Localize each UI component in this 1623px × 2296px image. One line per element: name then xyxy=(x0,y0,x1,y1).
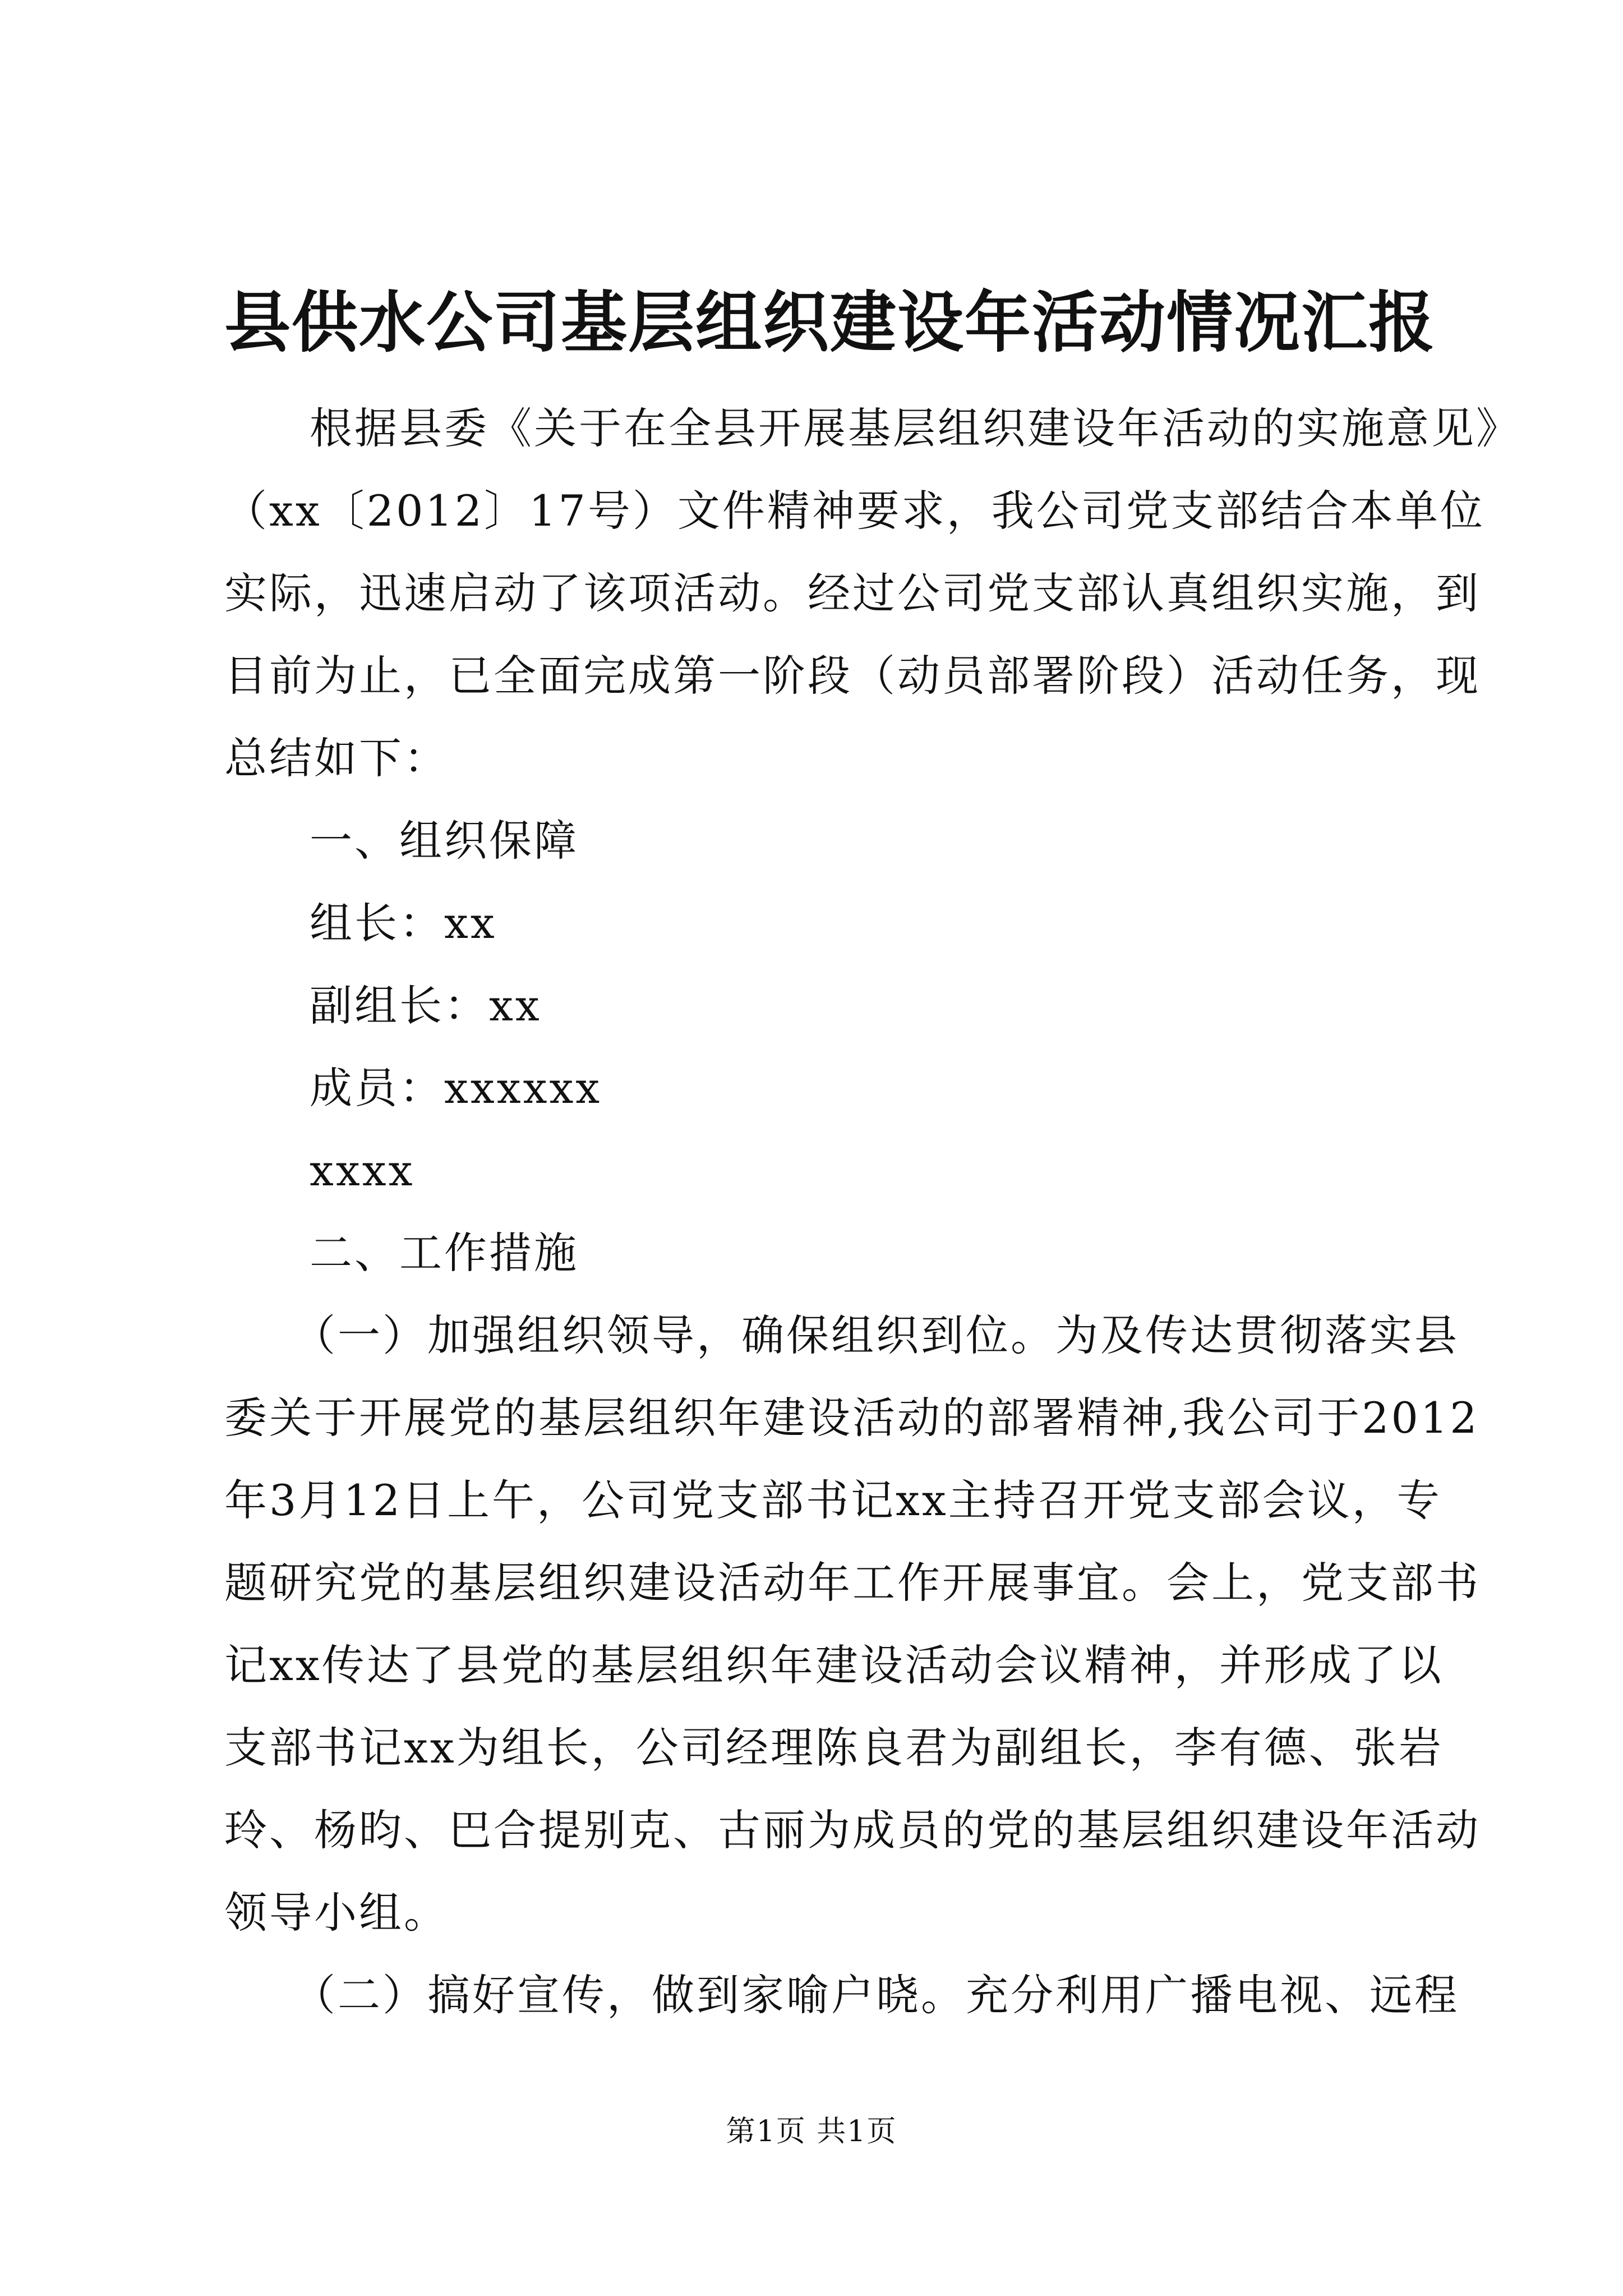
paragraph-line: 根据县委《关于在全县开展基层组织建设年活动的实施意见》 xyxy=(310,403,1521,453)
paragraph-line: （一）加强组织领导，确保组织到位。为及传达贯彻落实县 xyxy=(293,1310,1459,1360)
list-item: 副组长：xx xyxy=(310,981,542,1030)
page-footer: 第1页 共1页 xyxy=(726,2115,897,2148)
paragraph-line: 领导小组。 xyxy=(224,1888,449,1938)
paragraph-line: 目前为止，已全面完成第一阶段（动员部署阶段）活动任务，现 xyxy=(224,651,1481,701)
paragraph-line: 年3月12日上午，公司党支部书记xx主持召开党支部会议，专 xyxy=(224,1475,1442,1525)
list-item: 组长：xx xyxy=(310,898,497,948)
document-title: 县供水公司基层组织建设年活动情况汇报 xyxy=(224,283,1436,361)
paragraph-line: 题研究党的基层组织建设活动年工作开展事宜。会上，党支部书 xyxy=(224,1558,1481,1608)
paragraph-line: （二）搞好宣传，做到家喻户晓。充分利用广播电视、远程 xyxy=(293,1970,1459,2020)
paragraph-line: 记xx传达了县党的基层组织年建设活动会议精神，并形成了以 xyxy=(224,1640,1444,1690)
section-heading: 二、工作措施 xyxy=(310,1228,579,1278)
paragraph-line: （xx〔2012〕17号）文件精神要求，我公司党支部结合本单位 xyxy=(224,486,1485,536)
paragraph-line: 实际，迅速启动了该项活动。经过公司党支部认真组织实施，到 xyxy=(224,568,1481,618)
paragraph-line: 委关于开展党的基层组织年建设活动的部署精神,我公司于2012 xyxy=(224,1393,1479,1443)
list-item: xxxx xyxy=(310,1145,415,1195)
document-body xyxy=(224,387,1521,2036)
section-heading: 一、组织保障 xyxy=(310,816,579,866)
paragraph-line: 支部书记xx为组长，公司经理陈良君为副组长，李有德、张岩 xyxy=(224,1723,1444,1773)
paragraph-line: 玲、杨昀、巴合提别克、古丽为成员的党的基层组织建设年活动 xyxy=(224,1805,1481,1855)
paragraph-line: 总结如下： xyxy=(224,733,449,783)
list-item: 成员：xxxxxx xyxy=(310,1063,602,1113)
